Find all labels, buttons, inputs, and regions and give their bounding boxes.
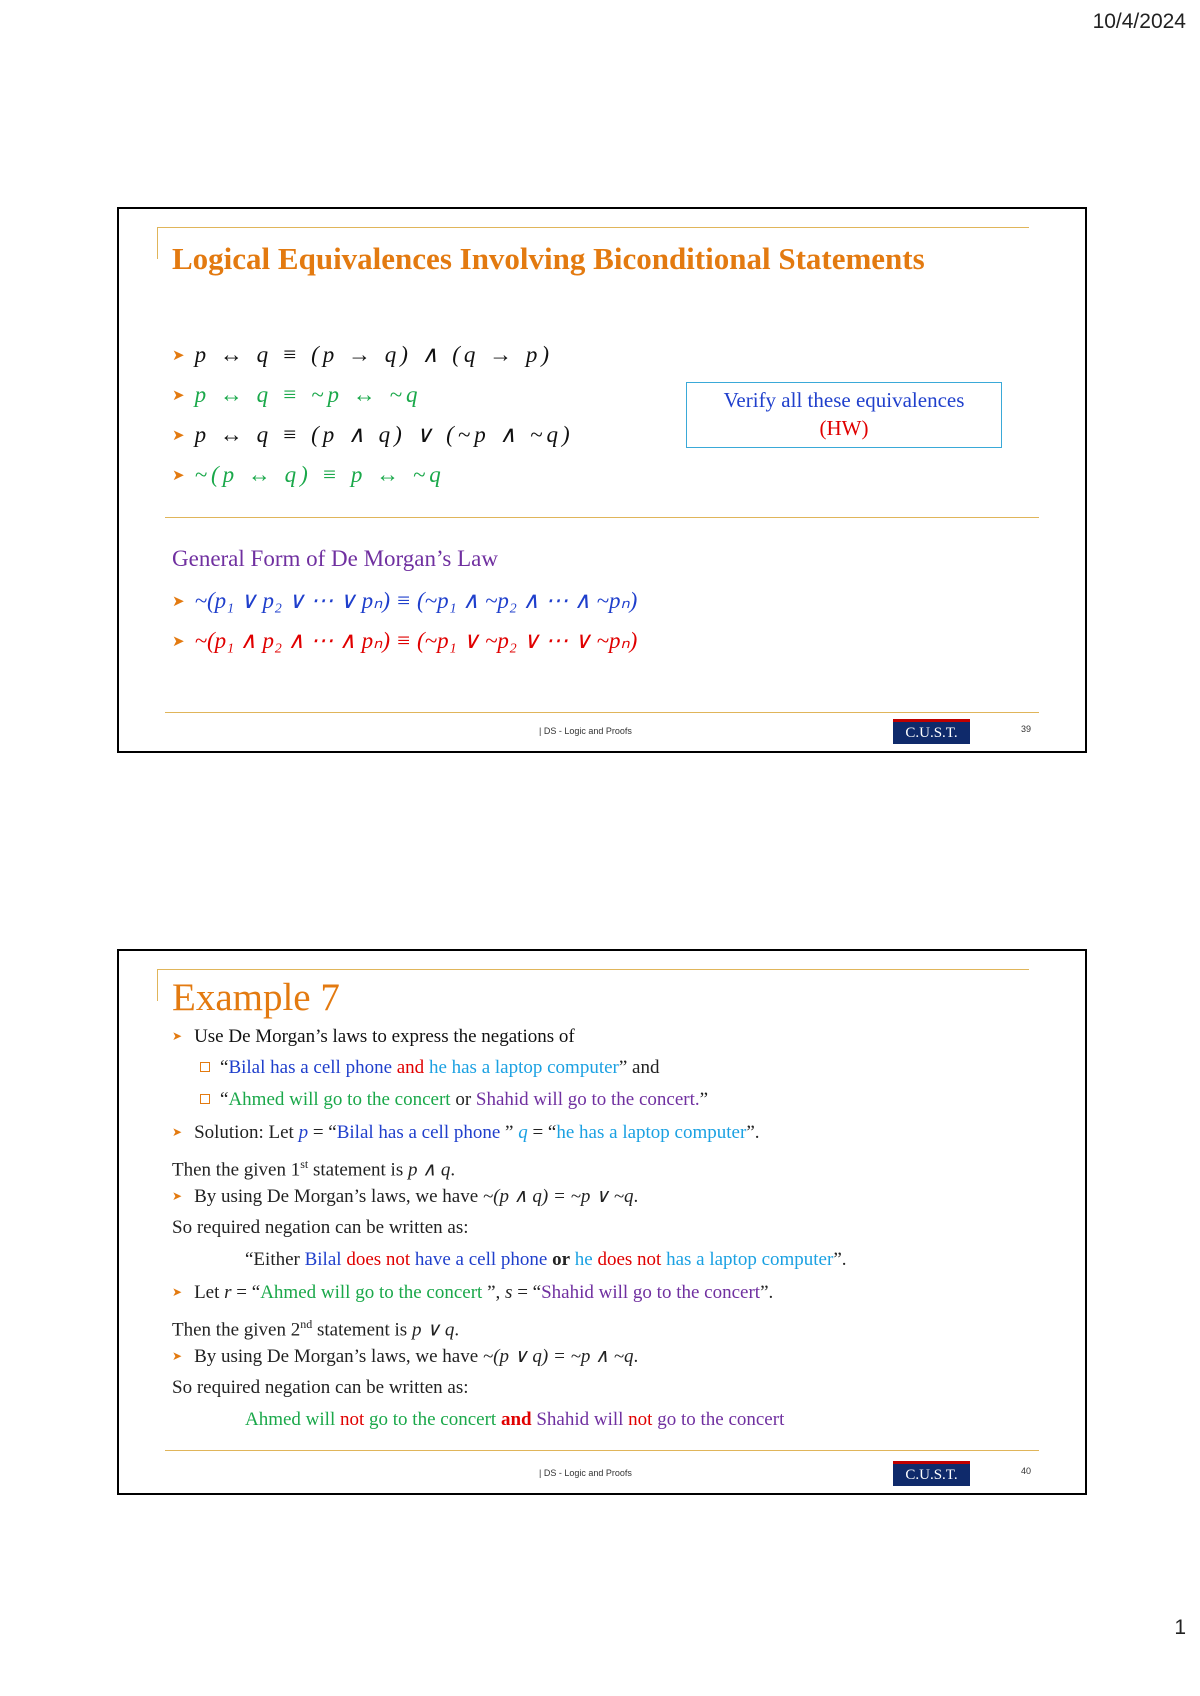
top-rule [157,969,1029,970]
sub-bullet-1: “Bilal has a cell phone and he has a laptop computer” and [172,1055,660,1081]
slide-title: Example 7 [172,976,340,1019]
so-required-1: So required negation can be written as: [172,1217,469,1238]
page-number: 1 [1174,1616,1186,1639]
negation-1: “Either Bilal does not have a cell phone or he does not has a laptop computer”. [245,1249,847,1270]
footer-text: | DS - Logic and Proofs [539,726,632,736]
homework-box: Verify all these equivalences (HW) [686,382,1002,448]
arrow-bullet-icon: ➤ [172,1349,183,1363]
negation-2: Ahmed will not go to the concert and Shahid will not go to the concert [245,1409,785,1430]
side-rule [157,227,158,259]
section-divider [165,517,1039,518]
footer-rule [165,1450,1039,1451]
arrow-bullet-icon: ➤ [172,466,185,484]
demorgan-bullet-2: ➤ By using De Morgan’s laws, we have ~(p ∨ q) = ~p ∧ ~q. [172,1346,639,1367]
equivalence-4: ➤ ~(p ↔ q) ≡ p ↔ ~q [172,462,445,487]
page-date: 10/4/2024 [1092,10,1186,33]
demorgan-bullet-1: ➤ By using De Morgan’s laws, we have ~(p ∧ q) = ~p ∨ ~q. [172,1186,639,1207]
side-rule [157,969,158,1001]
intro-bullet: ➤ Use De Morgan’s laws to express the negations of [172,1026,575,1047]
arrow-bullet-icon: ➤ [172,386,185,404]
slide-number: 40 [1021,1466,1032,1476]
cust-logo: C.U.S.T. [893,1461,970,1486]
slide-title: Logical Equivalences Involving Biconditional Statements [172,241,925,276]
cust-logo: C.U.S.T. [893,719,970,744]
demorgan-heading: General Form of De Morgan’s Law [172,546,498,571]
arrow-bullet-icon: ➤ [172,1285,183,1299]
equivalence-1: ➤ p ↔ q ≡ (p → q) ∧ (q → p) [172,342,554,367]
let-bullet: ➤ Let r = “Ahmed will go to the concert ”, s = “Shahid will go to the concert”. [172,1282,774,1303]
demorgan-law-2: ➤ ~(p₁ ∧ p₂ ∧ ⋯ ∧ pₙ) ≡ (~p₁ ∨ ~p₂ ∨ ⋯ ∨ ~pₙ) [172,628,638,653]
arrow-bullet-icon: ➤ [172,1189,183,1203]
then-second-statement: Then the given 2nd statement is p ∨ q. [172,1317,460,1341]
arrow-bullet-icon: ➤ [172,346,185,364]
demorgan-law-1: ➤ ~(p₁ ∨ p₂ ∨ ⋯ ∨ pₙ) ≡ (~p₁ ∧ ~p₂ ∧ ⋯ ∧ ~pₙ) [172,588,638,613]
equivalence-2: ➤ p ↔ q ≡ ~p ↔ ~q [172,382,422,407]
top-rule [157,227,1029,228]
equivalence-3: ➤ p ↔ q ≡ (p ∧ q) ∨ (~p ∧ ~q) [172,422,574,447]
slide-39 [117,207,1087,753]
so-required-2: So required negation can be written as: [172,1377,469,1398]
square-bullet-icon [200,1094,210,1104]
then-first-statement: Then the given 1st statement is p ∧ q. [172,1157,456,1181]
slide-40 [117,949,1087,1495]
arrow-bullet-icon: ➤ [172,632,185,650]
arrow-bullet-icon: ➤ [172,592,185,610]
arrow-bullet-icon: ➤ [172,426,185,444]
sub-bullet-2: “Ahmed will go to the concert or Shahid will go to the concert.” [172,1087,708,1113]
arrow-bullet-icon: ➤ [172,1125,183,1139]
square-bullet-icon [200,1062,210,1072]
arrow-bullet-icon: ➤ [172,1029,183,1043]
slide-number: 39 [1021,724,1032,734]
footer-rule [165,712,1039,713]
footer-text: | DS - Logic and Proofs [539,1468,632,1478]
solution-bullet: ➤ Solution: Let p = “Bilal has a cell phone ” q = “he has a laptop computer”. [172,1122,760,1143]
